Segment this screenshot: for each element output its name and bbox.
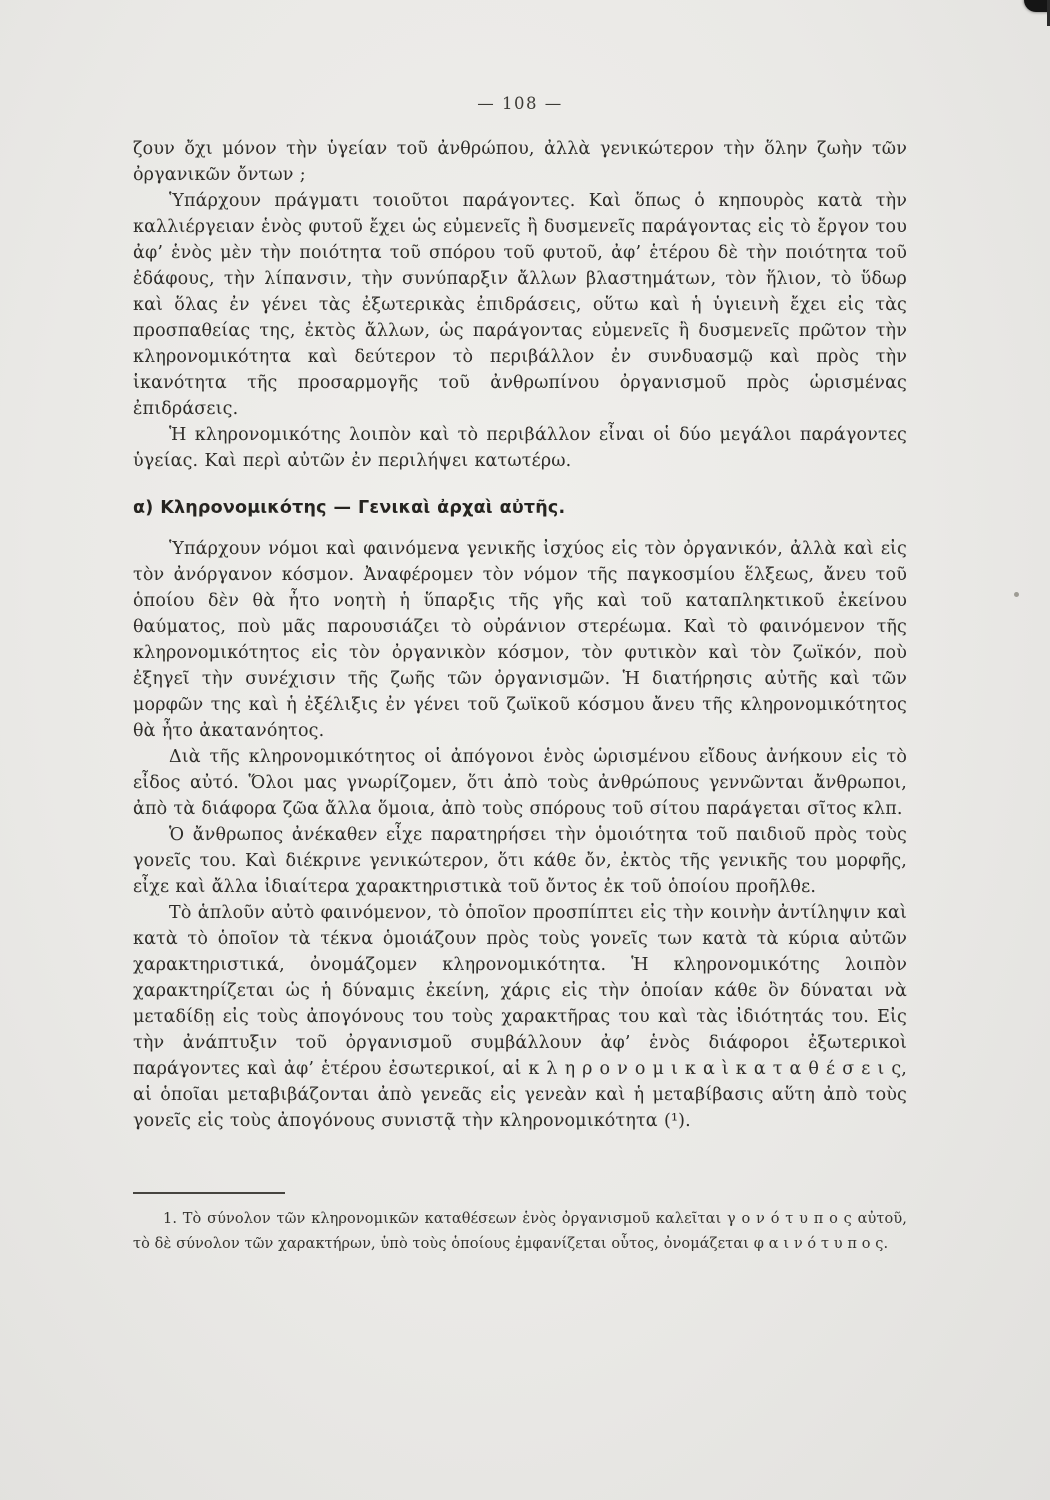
paragraph-continuation: ζουν ὄχι μόνον τὴν ὑγείαν τοῦ ἀνθρώπου, ἀλλὰ γενικώτερον τὴν ὅλην ζωὴν τῶν ὀργανικῶν ὄντων ; <box>133 139 907 185</box>
paragraph: Ὑπάρχουν νόμοι καὶ φαινόμενα γενικῆς ἰσχύος εἰς τὸν ὀργανικόν, ἀλλὰ καὶ εἰς τὸν ἀνόργανον κόσμον. Ἀναφέρομεν τὸν νόμον τῆς παγκοσμίου ἕλξεως, ἄνευ τοῦ ὁποίου δὲν θὰ ἦτο νοητὴ ἡ ὕπαρξις τῆς γῆς καὶ τοῦ καταπληκτικοῦ ἐκείνου θαύματος, ποὺ μᾶς παρουσιάζει τὸ οὐράνιον στερέωμα. Καὶ τὸ φαινόμενον τῆς κληρονομικότητος εἰς τὸν ὀργανικὸν κόσμον, τὸν φυτικὸν καὶ τὸν ζωϊκόν, ποὺ ἐξηγεῖ τὴν συνέχισιν τῆς ζωῆς τῶν ὀργανισμῶν. Ἡ διατήρησις αὐτῆς καὶ τῶν μορφῶν της καὶ ἡ ἐξέλιξις ἐν γένει τοῦ ζωϊκοῦ κόσμου ἄνευ τῆς κληρονομικότητος θὰ ἦτο ἀκατανόητος. <box>133 539 907 741</box>
paragraph: Διὰ τῆς κληρονομικότητος οἱ ἀπόγονοι ἑνὸς ὡρισμένου εἴδους ἀνήκουν εἰς τὸ εἶδος αὐτό. Ὅλοι μας γνωρίζομεν, ὅτι ἀπὸ τοὺς ἀνθρώπους γεννῶνται ἄνθρωποι, ἀπὸ τὰ διάφορα ζῶα ἄλλα ὅμοια, ἀπὸ τοὺς σπόρους τοῦ σίτου παράγεται σῖτος κλπ. <box>133 747 907 819</box>
footnote-area <box>133 1192 907 1257</box>
paragraph: Ὁ ἄνθρωπος ἀνέκαθεν εἶχε παρατηρήσει τὴν ὁμοιότητα τοῦ παιδιοῦ πρὸς τοὺς γονεῖς του. Καὶ διέκρινε γενικώτερον, ὅτι κάθε ὄν, ἐκτὸς τῆς γενικῆς του μορφῆς, εἶχε καὶ ἄλλα ἰδιαίτερα χαρακτηριστικὰ τοῦ ὄντος ἐκ τοῦ ὁποίου προῆλθε. <box>133 825 907 897</box>
paragraph: Ὑπάρχουν πράγματι τοιοῦτοι παράγοντες. Καὶ ὅπως ὁ κηπουρὸς κατὰ τὴν καλλιέργειαν ἑνὸς φυτοῦ ἔχει ὡς εὐμενεῖς ἢ δυσμενεῖς παράγοντας εἰς τὸ ἔργον του ἀφ’ ἑνὸς μὲν τὴν ποιότητα τοῦ σπόρου τοῦ φυτοῦ, ἀφ’ ἑτέρου δὲ τὴν ποιότητα τοῦ ἐδάφους, τὴν λίπανσιν, τὴν συνύπαρξιν ἄλλων βλαστημάτων, τὸν ἥλιον, τὸ ὕδωρ καὶ ὅλας ἐν γένει τὰς ἐξωτερικὰς ἐπιδράσεις, οὕτω καὶ ἡ ὑγιεινὴ ἔχει εἰς τὰς προσπαθείας της, ἐκτὸς ἄλλων, ὡς παράγοντας εὐμενεῖς ἢ δυσμενεῖς πρῶτον τὴν κληρονομικότητα καὶ δεύτερον τὸ περιβάλλον ἐν συνδυασμῷ καὶ πρὸς τὴν ἱκανότητα τῆς προσαρμογῆς τοῦ ἀνθρωπίνου ὀργανισμοῦ πρὸς ὡρισμένας ἐπιδράσεις. <box>133 191 907 419</box>
footnote-text: 1. Τὸ σύνολον τῶν κληρονομικῶν καταθέσεων ἑνὸς ὀργανισμοῦ καλεῖται γ ο ν ό τ υ π ο ς αὐτοῦ, τὸ δὲ σύνολον τῶν χαρακτήρων, ὑπὸ τοὺς ὁποίους ἐμφανίζεται οὗτος, ὀνομάζεται φ α ι ν ό τ υ π ο ς. <box>133 1211 907 1252</box>
scan-speck <box>1014 592 1019 597</box>
section-heading: α) Κληρονομικότης — Γενικαὶ ἀρχαὶ αὐτῆς. <box>133 498 566 518</box>
text-block <box>133 136 907 1134</box>
paragraph: Τὸ ἁπλοῦν αὐτὸ φαινόμενον, τὸ ὁποῖον προσπίπτει εἰς τὴν κοινὴν ἀντίληψιν καὶ κατὰ τὸ ὁποῖον τὰ τέκνα ὁμοιάζουν πρὸς τοὺς γονεῖς των κατὰ τὰ κύρια αὐτῶν χαρακτηριστικά, ὀνομάζομεν κληρονομικότητα. Ἡ κληρονομικότης λοιπὸν χαρακτηρίζεται ὡς ἡ δύναμις ἐκείνη, χάρις εἰς τὴν ὁποίαν κάθε ὂν δύναται νὰ μεταδίδῃ εἰς τοὺς ἀπογόνους του τοὺς χαρακτῆρας του καὶ τὰς ἰδιότητάς του. Εἰς τὴν ἀνάπτυξιν τοῦ ὀργανισμοῦ συμβάλλουν ἀφ’ ἑνὸς διάφοροι ἐξωτερικοὶ παράγοντες καὶ ἀφ’ ἑτέρου ἐσωτερικοί, αἱ κ λ η ρ ο ν ο μ ι κ α ὶ κ α τ α θ έ σ ε ι ς, αἱ ὁποῖαι μεταβιβάζονται ἀπὸ γενεᾶς εἰς γενεὰν καὶ ἡ μεταβίβασις αὕτη ἀπὸ τοὺς γονεῖς εἰς τοὺς ἀπογόνους συνιστᾷ τὴν κληρονομικότητα (¹). <box>133 903 907 1131</box>
paragraph: Ἡ κληρονομικότης λοιπὸν καὶ τὸ περιβάλλον εἶναι οἱ δύο μεγάλοι παράγοντες ὑγείας. Καὶ περὶ αὐτῶν ἐν περιλήψει κατωτέρω. <box>133 425 907 471</box>
page-number: — 108 — <box>477 94 563 113</box>
footnote-separator <box>133 1192 285 1194</box>
